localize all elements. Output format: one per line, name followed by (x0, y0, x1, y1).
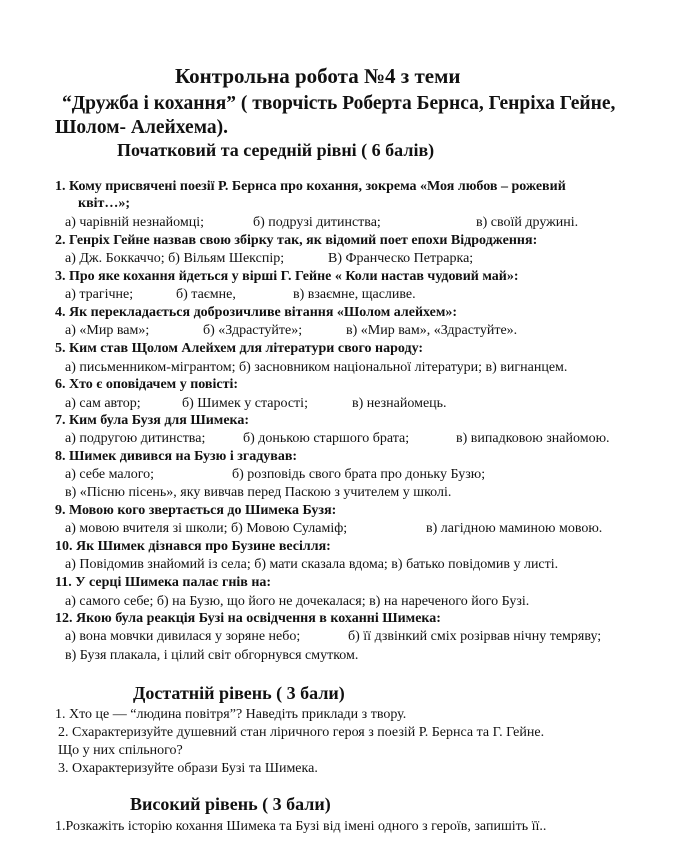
question-6: 6. Хто є оповідачем у повісті: (55, 377, 238, 392)
question-9: 9. Мовою кого звертається до Шимека Бузя: (55, 503, 337, 518)
answer: в) своїй дружині. (476, 215, 579, 230)
question-11: 11. У серці Шимека палає гнів на: (55, 575, 272, 590)
answer: а) письменником-мігрантом; б) засновником національної літератури; в) вигнанцем. (65, 360, 568, 375)
answer: а) себе малого; (65, 467, 154, 482)
answer: а) самого себе; б) на Бузю, що його не дочекалася; в) на нареченого його Бузі. (65, 594, 530, 609)
answer: б) розповідь свого брата про доньку Бузю; (232, 467, 486, 482)
answer: б) «Здрастуйте»; (203, 323, 303, 338)
question-1: 1. Кому присвячені поезії Р. Бернса про кохання, зокрема «Моя любов – рожевий (55, 179, 566, 194)
answer: б) донькою старшого брата; (243, 431, 410, 446)
answer: в) «Мир вам», «Здрастуйте». (346, 323, 518, 338)
answer: в) лагідною маминою мовою. (426, 521, 603, 536)
task: 2. Схарактеризуйте душевний стан ліричного героя з поезій Р. Бернса та Г. Гейне. (58, 725, 545, 740)
answer: а) сам автор; (65, 396, 141, 411)
answer: а) «Мир вам»; (65, 323, 150, 338)
question-10: 10. Як Шимек дізнався про Бузине весілля: (55, 539, 331, 554)
question-12: 12. Якою була реакція Бузі на освідчення в коханні Шимека: (55, 611, 441, 626)
question-2: 2. Генріх Гейне назвав свою збірку так, як відомий поет епохи Відродження: (55, 233, 538, 248)
answer: а) трагічне; (65, 287, 134, 302)
document-subtitle-cont: Шолом- Алейхема). (55, 117, 228, 138)
question-5: 5. Ким став Щолом Алейхем для літератури свого народу: (55, 341, 424, 356)
answer: а) подругою дитинства; (65, 431, 206, 446)
answer: в) незнайомець. (352, 396, 447, 411)
document-title: Контрольна робота №4 з теми (175, 64, 461, 88)
task: 3. Охарактеризуйте образи Бузі та Шимека. (58, 761, 318, 776)
question-8: 8. Шимек дивився на Бузю і згадував: (55, 449, 298, 464)
task: 1. Хто це — “людина повітря”? Наведіть приклади з твору. (55, 707, 407, 722)
question-3: 3. Про яке кохання йдеться у вірші Г. Гейне « Коли настав чудовий май»: (55, 269, 519, 284)
answer: б) її дзвінкий сміх розірвав нічну темряву; (348, 629, 602, 644)
answer: В) Франческо Петрарка; (328, 251, 474, 266)
answer: б) подрузі дитинства; (253, 215, 381, 230)
question-7: 7. Ким була Бузя для Шимека: (55, 413, 250, 428)
question-1-cont: квіт…»; (78, 196, 131, 211)
task: 1.Розкажіть історію кохання Шимека та Бузі від імені одного з героїв, запишіть її.. (55, 819, 547, 834)
answer: а) Повідомив знайомий із села; б) мати сказала вдома; в) батько повідомив у листі. (65, 557, 559, 572)
answer: в) «Пісню пісень», яку вивчав перед Паскою з учителем у школі. (65, 485, 452, 500)
answer: а) чарівній незнайомці; (65, 215, 204, 230)
answer: б) Шимек у старості; (182, 396, 308, 411)
document-subtitle: “Дружба і кохання” ( творчість Роберта Бернса, Генріха Гейне, (62, 93, 616, 114)
section-heading-high: Високий рівень ( 3 бали) (130, 794, 331, 814)
answer: в) Бузя плакала, і цілий світ обгорнувся смутком. (65, 648, 359, 663)
answer: б) таємне, (176, 287, 236, 302)
answer: а) вона мовчки дивилася у зоряне небо; (65, 629, 301, 644)
section-heading-basic: Початковий та середній рівні ( 6 балів) (117, 140, 435, 160)
answer: а) мовою вчителя зі школи; б) Мовою Суламіф; (65, 521, 348, 536)
answer: в) випадковою знайомою. (456, 431, 610, 446)
section-heading-sufficient: Достатній рівень ( 3 бали) (133, 683, 345, 703)
question-4: 4. Як перекладається доброзичливе вітання «Шолом алейхем»: (55, 305, 458, 320)
answer: в) взаємне, щасливе. (293, 287, 416, 302)
answer: а) Дж. Боккаччо; б) Вільям Шекспір; (65, 251, 285, 266)
task-cont: Що у них спільного? (58, 743, 183, 758)
